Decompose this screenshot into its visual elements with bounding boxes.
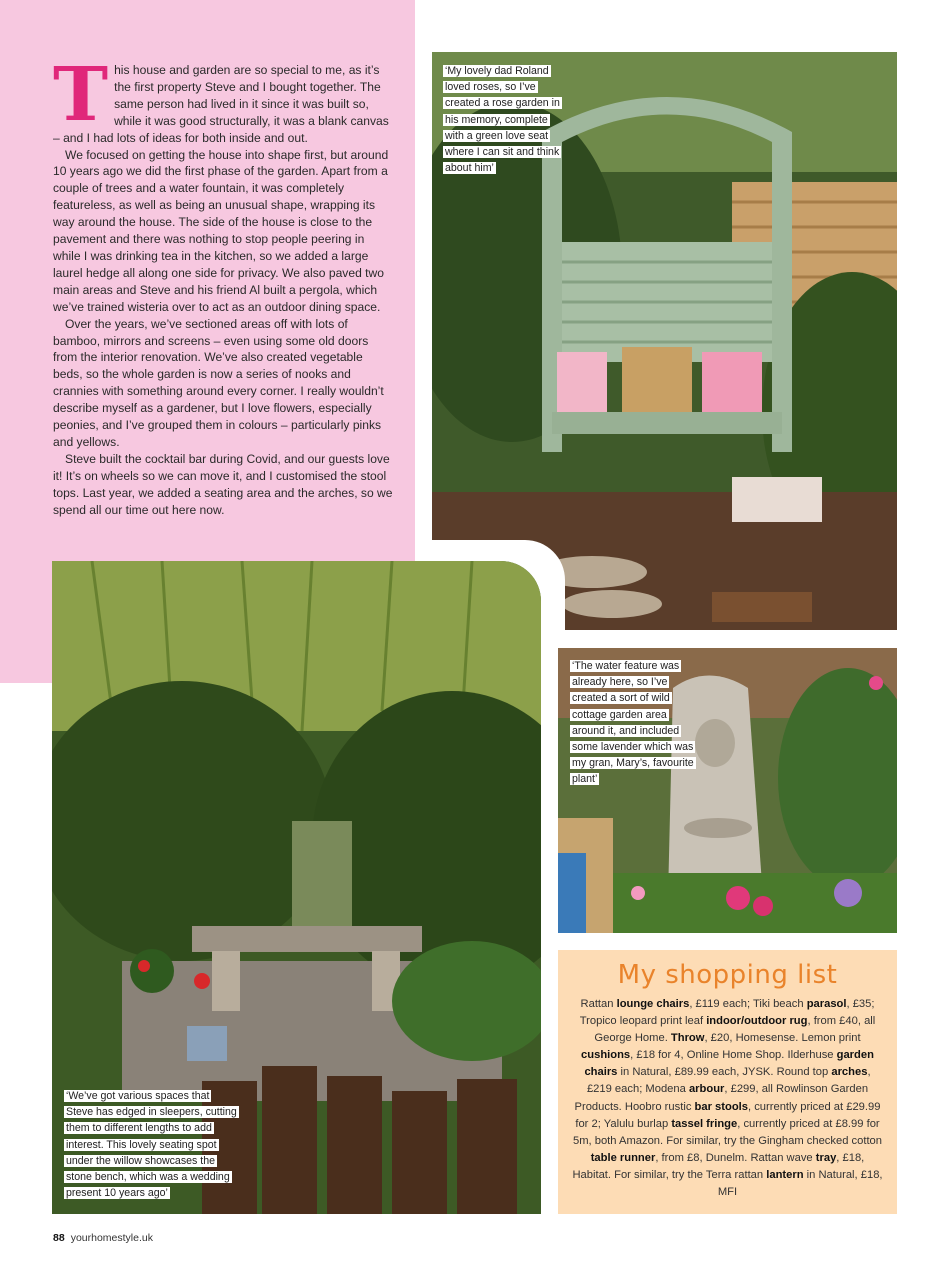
drop-cap: T bbox=[53, 52, 109, 138]
shopping-list-panel bbox=[558, 950, 897, 1214]
shopping-list-body bbox=[572, 996, 883, 1201]
shopping-item-detail: , £219 each; Modena bbox=[586, 1066, 871, 1096]
shopping-item-name: bar stools bbox=[694, 1100, 748, 1113]
page-number: 88 bbox=[53, 1232, 65, 1244]
article-body bbox=[53, 52, 393, 518]
shopping-item-detail: , £35; Tropico leopard print leaf bbox=[579, 998, 875, 1028]
shopping-item-name: arbour bbox=[688, 1083, 725, 1096]
shopping-item-name: parasol bbox=[806, 998, 847, 1010]
article-paragraph-1 bbox=[53, 52, 393, 147]
arbour-caption-text: ‘My lovely dad Roland loved roses, so I’ve created a rose garden in his memory, complete with a green love seat where I can sit and think about him’ bbox=[445, 65, 560, 175]
shopping-item-detail: , from £40, all George Home. bbox=[594, 1015, 876, 1045]
shopping-item-detail: , currently priced at £29.99 for 2; Yalulu burlap bbox=[575, 1100, 881, 1130]
shopping-item-detail: , £119 each; Tiki beach bbox=[689, 998, 807, 1010]
shopping-item-name: garden chairs bbox=[584, 1049, 874, 1079]
shopping-item-detail: , £20, Homesense. Lemon print bbox=[704, 1032, 861, 1045]
shopping-item-name: arches bbox=[831, 1066, 868, 1079]
article-paragraph-4: Steve built the cocktail bar during Covid, and our guests love it! It’s on wheels so we can move it, and I customised the stool tops. Last year, we added a seating area and the arches, so we spend all our time out here now. bbox=[53, 451, 393, 517]
shopping-item-detail: , from £8, Dunelm. Rattan wave bbox=[655, 1151, 816, 1164]
shopping-item-name: Throw bbox=[670, 1032, 705, 1045]
shopping-item-name: tassel fringe bbox=[671, 1117, 738, 1130]
shopping-item-detail: , £18, Habitat. For similar, try the Terra rattan bbox=[572, 1151, 865, 1181]
shopping-item-detail: , currently priced at £8.99 for 5m, both Amazon. For similar, try the Gingham checked cotton bbox=[572, 1117, 883, 1147]
shopping-item-detail: in Natural, £89.99 each, JYSK. Round top bbox=[617, 1066, 832, 1079]
paragraph-1-text: his house and garden are so special to me, as it’s the first property Steve and I bought together. The same person had lived in it since it was built so, while it was good structurally, it was a blank canvas – and I had lots of ideas for both inside and out. bbox=[53, 63, 389, 145]
shopping-item-name: cushions bbox=[581, 1049, 631, 1062]
shopping-item-name: lantern bbox=[766, 1168, 804, 1181]
article-paragraph-3: Over the years, we’ve sectioned areas off with lots of bamboo, mirrors and screens – even using some old doors from the interior renovation. We’ve also created vegetable beds, so the whole garden is now a series of nooks and crannies with something around every corner. I really wouldn’t describe myself as a gardener, but I love flowers, especially peonies, and I’ve grouped them in colours – particularly pinks and yellows. bbox=[53, 316, 384, 449]
stone-bench-caption-text: ‘We’ve got various spaces that Steve has edged in sleepers, cutting them to different lengths to add interest. This lovely seating spot under the willow showcases the stone bench, which was a wedding present 10 years ago’ bbox=[66, 1090, 237, 1200]
shopping-item-detail: , £18 for 4, Online Home Shop. Ilderhuse bbox=[630, 1049, 837, 1062]
shopping-item-name: tray bbox=[815, 1151, 837, 1164]
article-paragraph-2: We focused on getting the house into shape first, but around 10 years ago we did the first phase of the garden. Apart from a couple of trees and a water fountain, it was completely featureless, as well as being an unusual shape, wrapping its way around the house. The side of the house is close to the pavement and there was nothing to stop people peering in while I was drinking tea in the kitchen, so we added a large laurel hedge all along one side for privacy. We also paved two main areas and Steve and his friend Al built a pergola, which we’ve trained wisteria over to act as an outdoor dining space. bbox=[53, 147, 389, 314]
shopping-item-name: indoor/outdoor rug bbox=[706, 1015, 808, 1028]
stone-bench-caption bbox=[64, 1088, 239, 1201]
shopping-item-name: lounge chairs bbox=[616, 998, 690, 1010]
shopping-item-detail: Rattan bbox=[580, 998, 617, 1010]
shopping-item-detail: in Natural, £18, MFI bbox=[717, 1168, 883, 1199]
water-feature-caption-text: ‘The water feature was already here, so I’ve created a sort of wild cottage garden area around it, and included some lavender which was my gran, Mary’s, favourite plant’ bbox=[572, 660, 694, 786]
shopping-item-detail: , £299, all Rowlinson Garden Products. Hoobro rustic bbox=[574, 1083, 869, 1113]
shopping-item-name: table runner bbox=[590, 1151, 656, 1164]
water-feature-caption bbox=[570, 658, 695, 788]
page-footer bbox=[53, 1232, 153, 1244]
arbour-caption bbox=[443, 63, 568, 176]
shopping-list-title: My shopping list bbox=[617, 960, 838, 990]
site-url: yourhomestyle.uk bbox=[70, 1232, 153, 1244]
